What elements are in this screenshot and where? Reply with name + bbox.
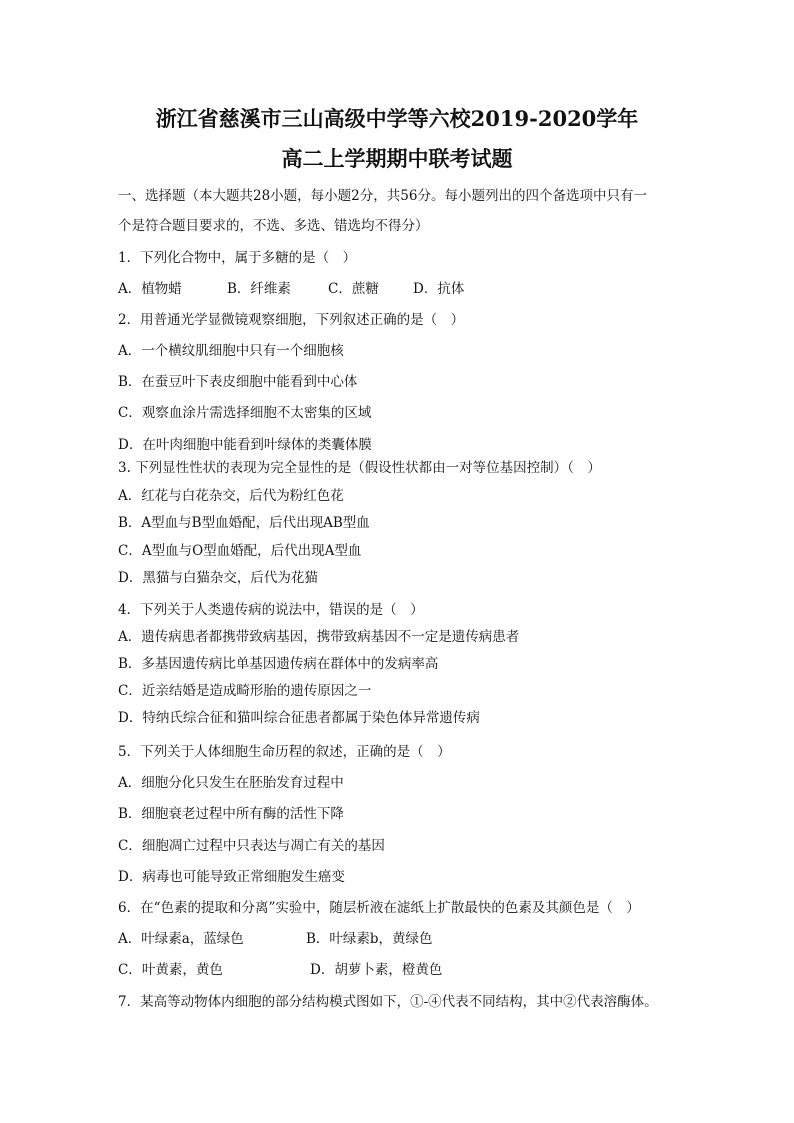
question-5-option-d: D．病毒也可能导致正常细胞发生癌变 (118, 869, 345, 885)
question-3-option-c: C．A型血与O型血婚配，后代出现A型血 (118, 543, 362, 559)
exam-title-line2: 高二上学期期中联考试题 (281, 146, 513, 171)
question-1-option-c: C．蔗糖 (328, 281, 379, 297)
question-7-stem: 7．某高等动物体内细胞的部分结构模式图如下，①-④代表不同结构，其中②代表溶酶体。 (118, 994, 658, 1010)
question-3-option-a: A．红花与白花杂交，后代为粉红色花 (118, 488, 344, 504)
question-2-stem: 2．用普通光学显微镜观察细胞，下列叙述正确的是（ ） (118, 312, 465, 328)
question-4-option-a: A．遗传病患者都携带致病基因，携带致病基因不一定是遗传病患者 (118, 629, 520, 645)
section-instructions-line1: 一、选择题（本大题共28小题，每小题2分，共56分。每小题列出的四个备选项中只有一 (118, 188, 647, 204)
question-6-option-c: C．叶黄素，黄色 (118, 962, 223, 978)
question-1-option-d: D．抗体 (413, 281, 465, 297)
question-3-option-b: B．A型血与B型血婚配，后代出现AB型血 (118, 515, 370, 531)
question-1-option-b: B．纤维素 (227, 281, 291, 297)
question-5-stem: 5．下列关于人体细胞生命历程的叙述，正确的是（ ） (118, 744, 451, 760)
section-instructions-line2: 个是符合题目要求的，不选、多选、错选均不得分） (118, 218, 429, 234)
question-2-option-a: A．一个横纹肌细胞中只有一个细胞核 (118, 343, 344, 359)
question-4-option-b: B．多基因遗传病比单基因遗传病在群体中的发病率高 (118, 656, 439, 672)
question-6-option-a: A．叶绿素a，蓝绿色 (118, 931, 244, 947)
question-5-option-c: C．细胞凋亡过程中只表达与凋亡有关的基因 (118, 838, 385, 854)
exam-title-line1: 浙江省慈溪市三山高级中学等六校2019-2020学年 (155, 106, 639, 131)
question-4-option-c: C．近亲结婚是造成畸形胎的遗传原因之一 (118, 683, 372, 699)
question-2-option-b: B．在蚕豆叶下表皮细胞中能看到中心体 (118, 374, 358, 390)
question-2-option-d: D．在叶肉细胞中能看到叶绿体的类囊体膜 (118, 437, 372, 453)
question-4-stem: 4．下列关于人类遗传病的说法中，错误的是（ ） (118, 602, 424, 618)
question-3-option-d: D．黑猫与白猫杂交，后代为花猫 (118, 570, 318, 586)
question-6-option-b: B．叶绿素b，黄绿色 (306, 931, 433, 947)
question-3-stem: 3. 下列显性性状的表现为完全显性的是（假设性状都由一对等位基因控制）（ ） (118, 460, 601, 476)
question-5-option-b: B．细胞衰老过程中所有酶的活性下降 (118, 806, 344, 822)
question-2-option-c: C．观察血涂片需选择细胞不太密集的区域 (118, 405, 372, 421)
question-1-option-a: A．植物蜡 (118, 281, 182, 297)
question-5-option-a: A．细胞分化只发生在胚胎发育过程中 (118, 775, 344, 791)
question-6-option-d: D．胡萝卜素，橙黄色 (310, 962, 443, 978)
question-1-stem: 1．下列化合物中，属于多糖的是（ ） (118, 250, 357, 266)
question-4-option-d: D．特纳氏综合征和猫叫综合征患者都属于染色体异常遗传病 (118, 710, 480, 726)
question-6-stem: 6．在“色素的提取和分离”实验中，随层析液在滤纸上扩散最快的色素及其颜色是（ ） (118, 900, 640, 916)
